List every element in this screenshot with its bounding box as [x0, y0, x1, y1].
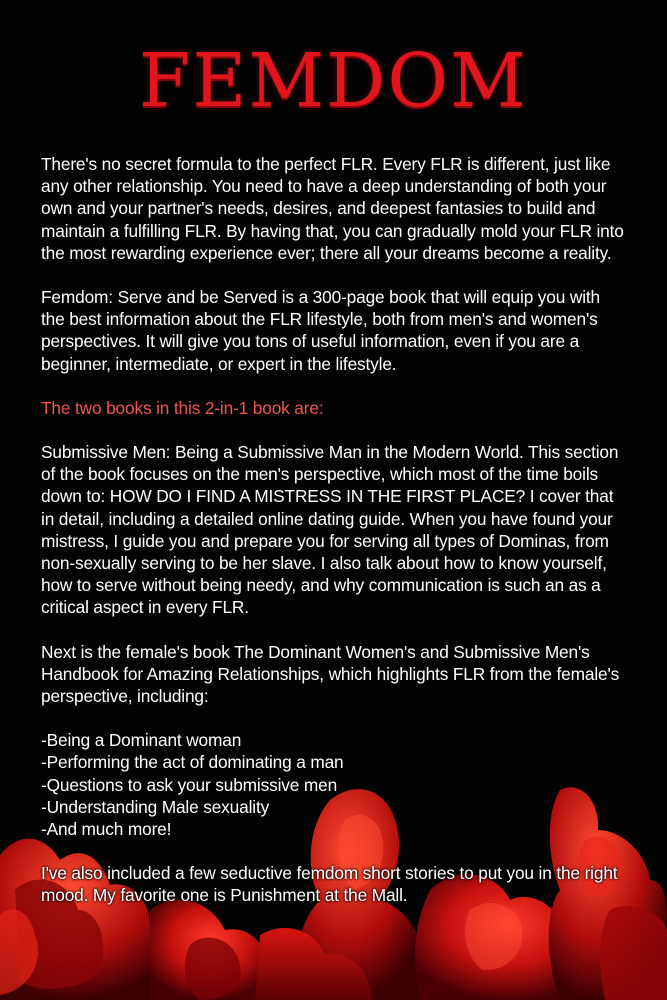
intro-paragraph: There's no secret formula to the perfect FLR. Every FLR is different, just like any other relationship. You need to have a deep understanding of both your own and your partner's needs, desires, and deepest fantasies to build and maintain a fulfilling FLR. By having that, you can gradually mold your FLR into the most rewarding experience ever; there all your dreams become a reality.	[41, 154, 624, 263]
book-summary-paragraph: Femdom: Serve and be Served is a 300-page book that will equip you with the best information about the FLR lifestyle, both from men's and women's perspectives. It will give you tons of useful information, even if you are a beginner, intermediate, or expert in the lifestyle.	[41, 287, 600, 374]
list-item: -And much more!	[41, 819, 172, 840]
submissive-men-paragraph: Submissive Men: Being a Submissive Man in the Modern World. This section of the book focuses on the men's perspective, which most of the time boils down to: HOW DO I FIND A MISTRESS IN THE FIRST PLACE? I cover that in detail, including a detailed online dating guide. When you have found your mistress, I guide you and prepare you for serving all types of Dominas, from non-sexually serving to be her slave. I also talk about how to know yourself, how to serve without being needy, and why communication is such an as a critical aspect in every FLR.	[41, 442, 619, 618]
two-books-heading: The two books in this 2-in-1 book are:	[41, 397, 324, 418]
description-text	[41, 153, 626, 929]
list-item: -Questions to ask your submissive men	[41, 774, 338, 795]
female-book-paragraph: Next is the female's book The Dominant Women's and Submissive Men's Handbook for Amazing Relationships, which highlights FLR from the female's perspective, including:	[41, 641, 620, 707]
list-item: -Understanding Male sexuality	[41, 796, 270, 817]
topics-list	[41, 729, 626, 840]
list-item: -Performing the act of dominating a man	[41, 752, 344, 773]
stories-paragraph: I've also included a few seductive femdom short stories to put you in the right mood. My favorite one is Punishment at the Mall.	[41, 863, 618, 906]
book-title: FEMDOM	[139, 38, 528, 124]
list-item: -Being a Dominant woman	[41, 730, 242, 751]
